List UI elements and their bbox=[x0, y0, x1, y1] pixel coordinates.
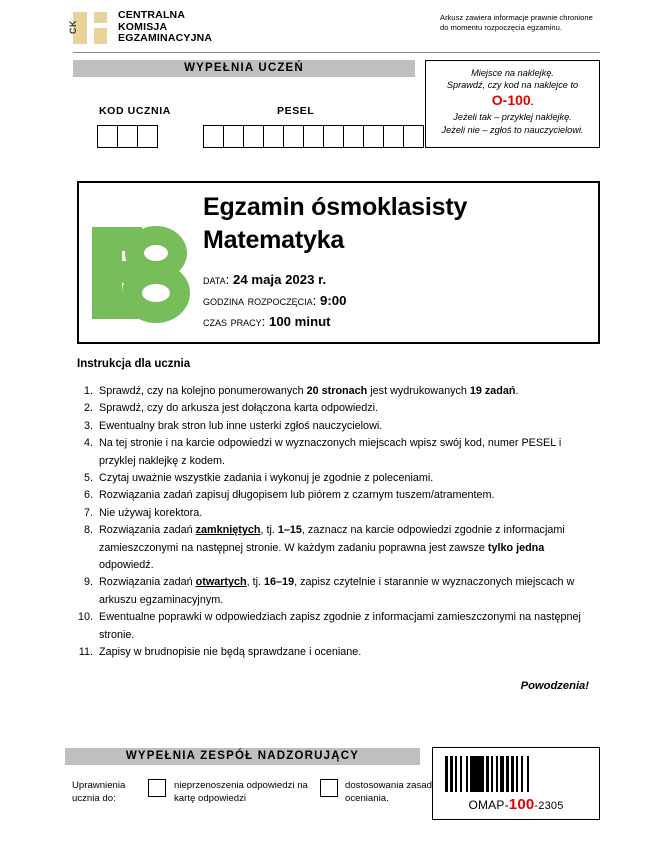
instruction-number: 3. bbox=[83, 419, 93, 432]
supervisor-section-title: WYPEŁNIA ZESPÓŁ NADZORUJĄCY bbox=[65, 748, 420, 765]
instruction-item bbox=[73, 505, 600, 522]
exam-title-box bbox=[77, 181, 600, 344]
instruction-text: Nie używaj korektora. bbox=[99, 506, 203, 519]
exam-date-value: 24 maja 2023 r. bbox=[233, 272, 327, 287]
code-cell[interactable] bbox=[97, 125, 118, 148]
barcode-highlight: 100 bbox=[508, 796, 535, 813]
exam-meta-duration bbox=[203, 311, 346, 332]
code-cell[interactable] bbox=[223, 125, 244, 148]
instruction-item bbox=[73, 522, 600, 574]
sticker-line-1: Miejsce na naklejkę. bbox=[471, 68, 554, 78]
instruction-text: Sprawdź, czy do arkusza jest dołączona karta odpowiedzi. bbox=[99, 402, 379, 415]
checkbox-no-transfer-answers-label: nieprzenoszenia odpowiedzi na kartę odpowiedzi bbox=[174, 780, 308, 804]
instructions-heading: Instrukcja dla ucznia bbox=[77, 358, 191, 370]
kod-ucznia-label: KOD UCZNIA bbox=[99, 105, 171, 117]
pesel-label: PESEL bbox=[277, 105, 315, 117]
kod-ucznia-input[interactable] bbox=[97, 125, 158, 148]
exam-start-label: godzina rozpoczęcia: bbox=[203, 293, 317, 308]
instruction-text: Na tej stronie i na karcie odpowiedzi w wyznaczonych miejscach wpisz swój kod, numer PESEL i przyklej naklejkę z kodem. bbox=[99, 437, 562, 467]
barcode-bar bbox=[470, 756, 484, 792]
exam-meta-date bbox=[203, 269, 346, 290]
barcode-label bbox=[433, 796, 599, 813]
instruction-number: 2. bbox=[83, 402, 93, 415]
cke-logo-mark-text: CK bbox=[68, 20, 78, 34]
sticker-line-2: Sprawdź, czy kod na naklejce to bbox=[446, 80, 579, 91]
code-cell[interactable] bbox=[243, 125, 264, 148]
code-cell[interactable] bbox=[283, 125, 304, 148]
checkbox-adapted-grading[interactable] bbox=[320, 779, 338, 797]
instruction-number: 10. bbox=[77, 611, 93, 624]
instruction-text: Rozwiązania zadań zamkniętych, tj. 1–15, zaznacz na karcie odpowiedzi zgodnie z informacjami zamieszczonymi na następnej stronie. W każdym zadaniu poprawna jest zawsze tylko jedna odpowiedź. bbox=[99, 524, 565, 572]
sticker-line-4: Jeżeli tak – przyklej naklejkę. bbox=[453, 112, 572, 123]
header-divider bbox=[73, 52, 600, 53]
barcode-image bbox=[445, 756, 532, 792]
instruction-item bbox=[73, 487, 600, 504]
code-cell[interactable] bbox=[263, 125, 284, 148]
exam-title-line-1: Egzamin ósmoklasisty bbox=[203, 193, 468, 221]
sticker-line-5: Jeżeli nie – zgłoś to nauczycielowi. bbox=[441, 124, 584, 135]
code-cell[interactable] bbox=[323, 125, 344, 148]
checkbox-adapted-grading-label: dostosowania zasad oceniania. bbox=[345, 780, 432, 804]
instruction-text: Zapisy w brudnopisie nie będą sprawdzane i oceniane. bbox=[99, 646, 362, 659]
e8-logo-icon bbox=[90, 221, 190, 325]
legal-notice: Arkusz zawiera informacje prawnie chronione do momentu rozpoczęcia egzaminu. bbox=[440, 13, 593, 32]
instruction-item bbox=[73, 574, 600, 609]
instruction-number: 4. bbox=[83, 437, 93, 450]
exam-meta bbox=[203, 269, 346, 332]
checkbox-no-transfer-answers[interactable] bbox=[148, 779, 166, 797]
instruction-number: 1. bbox=[83, 385, 93, 397]
page-header bbox=[68, 9, 600, 50]
sticker-placement-box bbox=[425, 60, 600, 148]
instruction-item bbox=[73, 383, 600, 400]
exam-duration-value: 100 minut bbox=[269, 314, 331, 329]
code-cell[interactable] bbox=[203, 125, 224, 148]
exam-meta-start-time bbox=[203, 290, 346, 311]
student-rights-label: Uprawnienia ucznia do: bbox=[72, 780, 126, 804]
instructions-list bbox=[73, 383, 600, 662]
code-cell[interactable] bbox=[303, 125, 324, 148]
closing-wish: Powodzenia! bbox=[520, 680, 589, 692]
code-cell[interactable] bbox=[343, 125, 364, 148]
code-cell[interactable] bbox=[137, 125, 158, 148]
exam-date-label: data: bbox=[203, 272, 230, 287]
instruction-number: 8. bbox=[83, 524, 93, 537]
sticker-code: O-100. bbox=[491, 92, 534, 109]
code-cell[interactable] bbox=[383, 125, 404, 148]
exam-duration-label: czas pracy: bbox=[203, 314, 266, 329]
instruction-text: Ewentualne poprawki w odpowiedziach zapisz zgodnie z informacjami zamieszczonymi na następnej stronie. bbox=[99, 611, 581, 641]
cke-name-line-1: CENTRALNA bbox=[118, 9, 186, 21]
exam-title bbox=[203, 191, 588, 257]
student-section-title: WYPEŁNIA UCZEŃ bbox=[73, 60, 415, 77]
code-cell[interactable] bbox=[403, 125, 424, 148]
instruction-number: 5. bbox=[83, 472, 93, 485]
instruction-text: Czytaj uważnie wszystkie zadania i wykonuj je zgodnie z poleceniami. bbox=[99, 472, 434, 485]
instruction-number: 11. bbox=[78, 646, 93, 659]
pesel-input[interactable] bbox=[203, 125, 424, 148]
barcode-box bbox=[432, 747, 600, 820]
cke-name-line-3: EGZAMINACYJNA bbox=[118, 32, 213, 45]
cke-organization-name bbox=[118, 10, 212, 45]
barcode-bar bbox=[529, 756, 532, 792]
barcode-suffix: -2305 bbox=[534, 800, 564, 812]
code-cell[interactable] bbox=[117, 125, 138, 148]
instruction-item bbox=[73, 435, 600, 470]
instruction-number: 9. bbox=[83, 576, 93, 589]
instruction-text: Sprawdź, czy na kolejno ponumerowanych 20 stronach jest wydrukowanych 19 zadań. bbox=[99, 385, 519, 397]
instruction-text: Rozwiązania zadań zapisuj długopisem lub piórem z czarnym tuszem/atramentem. bbox=[99, 489, 495, 502]
instruction-item bbox=[73, 470, 600, 487]
instruction-number: 7. bbox=[83, 506, 93, 519]
cke-name-line-2: KOMISJA bbox=[118, 20, 168, 33]
instruction-item bbox=[73, 609, 600, 644]
code-cell[interactable] bbox=[363, 125, 384, 148]
instruction-item bbox=[73, 418, 600, 435]
exam-start-value: 9:00 bbox=[320, 293, 347, 308]
instruction-number: 6. bbox=[83, 489, 93, 502]
instruction-text: Rozwiązania zadań otwartych, tj. 16–19, zapisz czytelnie i starannie w wyznaczonych miejscach w arkuszu egzaminacyjnym. bbox=[99, 576, 575, 606]
instruction-item bbox=[73, 400, 600, 417]
instruction-item bbox=[73, 644, 600, 661]
instruction-text: Ewentualny brak stron lub inne usterki zgłoś nauczycielowi. bbox=[99, 419, 383, 432]
exam-title-line-2: Matematyka bbox=[203, 226, 345, 254]
cke-logo-icon bbox=[68, 12, 107, 44]
barcode-prefix: OMAP- bbox=[468, 798, 509, 812]
